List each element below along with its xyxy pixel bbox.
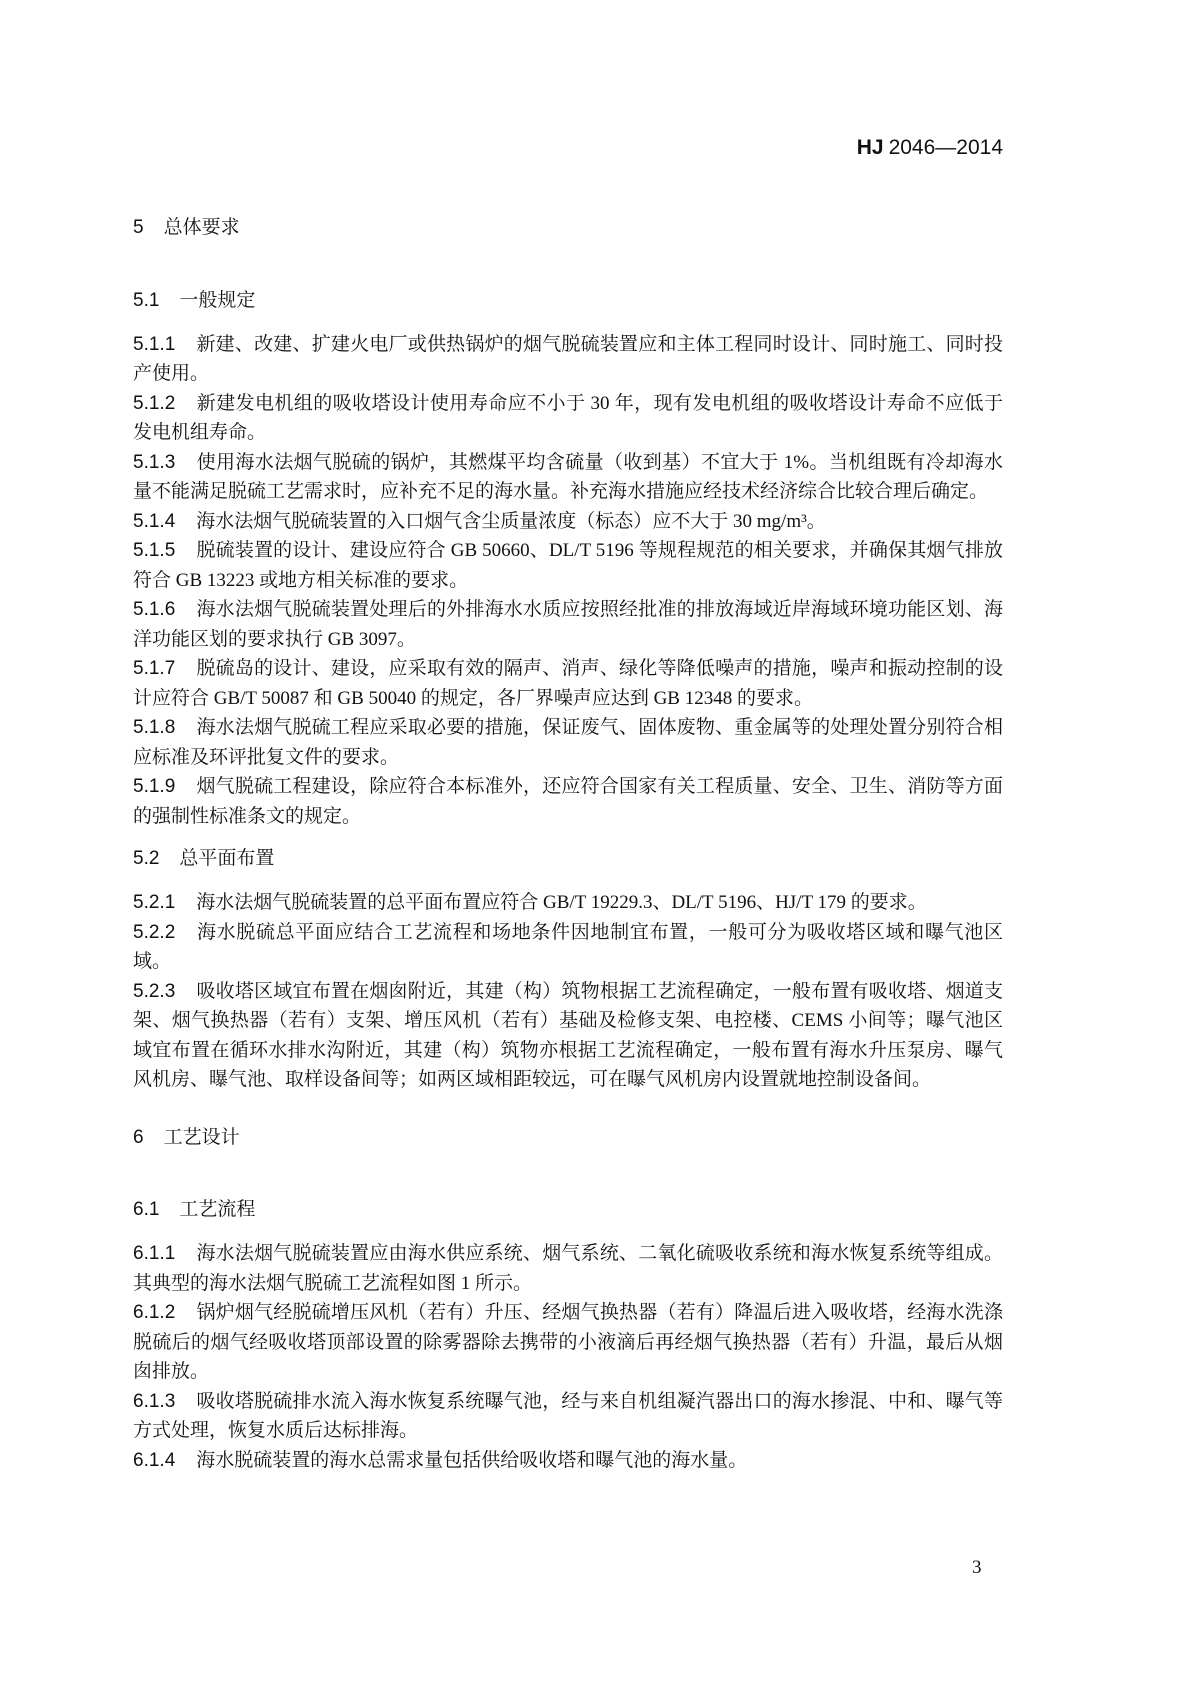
document-body [133,185,1003,1475]
clause-number: 6.1.3 [133,1390,176,1412]
clause-5-1-4 [133,507,1003,537]
clause-number: 5.1.3 [133,451,176,473]
standard-code-number: 2046—2014 [888,136,1003,159]
clause-text: 烟气脱硫工程建设，除应符合本标准外，还应符合国家有关工程质量、安全、卫生、消防等方面的强制性标准条文的规定。 [133,776,1003,827]
clause-5-1-6 [133,595,1003,654]
clause-text: 海水法烟气脱硫装置处理后的外排海水水质应按照经批准的排放海域近岸海域环境功能区划、海洋功能区划的要求执行 GB 3097。 [133,599,1003,650]
clause-6-1-4 [133,1446,1003,1476]
subsection-title: 总平面布置 [179,848,275,869]
clause-text: 海水脱硫装置的海水总需求量包括供给吸收塔和曝气池的海水量。 [196,1449,748,1471]
clause-5-1-7 [133,654,1003,713]
subsection-title: 一般规定 [179,289,256,311]
section-number: 5 [133,217,144,238]
clause-number: 6.1.2 [133,1302,176,1323]
section-title: 工艺设计 [163,1126,240,1148]
clause-number: 6.1.4 [133,1449,176,1471]
clause-5-1-8 [133,713,1003,772]
clause-text: 使用海水法烟气脱硫的锅炉，其燃煤平均含硫量（收到基）不宜大于 1%。当机组既有冷却海水量不能满足脱硫工艺需求时，应补充不足的海水量。补充海水措施应经技术经济综合比较合理后确定。 [133,451,1003,502]
clause-5-2-1 [133,888,1003,918]
section-number: 6 [133,1126,144,1148]
clause-6-1-3 [133,1387,1003,1446]
standard-code-header [857,135,1003,161]
section-heading-5 [133,213,1003,243]
clause-text: 海水法烟气脱硫装置的总平面布置应符合 GB/T 19229.3、DL/T 5196、HJ/T 179 的要求。 [196,892,927,913]
section-title: 总体要求 [163,217,240,238]
clause-number: 5.1.1 [133,333,176,355]
clause-5-1-5 [133,536,1003,595]
clause-5-2-2 [133,918,1003,977]
clause-text: 脱硫岛的设计、建设，应采取有效的隔声、消声、绿化等降低噪声的措施，噪声和振动控制的设计应符合 GB/T 50087 和 GB 50040 的规定，各厂界噪声应达到 GB 12348 的要求。 [133,658,1003,709]
clause-text: 海水法烟气脱硫装置的入口烟气含尘质量浓度（标态）应不大于 30 mg/m³。 [196,510,826,532]
clause-number: 5.1.7 [133,658,176,679]
clause-5-1-3 [133,448,1003,507]
clause-number: 5.2.1 [133,892,176,913]
subsection-heading-6-1 [133,1195,1003,1225]
subsection-title: 工艺流程 [179,1199,256,1220]
clause-text: 海水脱硫总平面应结合工艺流程和场地条件因地制宜布置，一般可分为吸收塔区域和曝气池区域。 [133,921,1003,972]
clause-5-1-1 [133,330,1003,389]
clause-number: 5.1.8 [133,717,176,738]
clause-6-1-2 [133,1298,1003,1387]
clause-number: 6.1.1 [133,1243,176,1264]
clause-5-1-9 [133,772,1003,831]
clause-number: 5.1.2 [133,392,176,414]
clause-text: 海水法烟气脱硫装置应由海水供应系统、烟气系统、二氧化硫吸收系统和海水恢复系统等组成。其典型的海水法烟气脱硫工艺流程如图 1 所示。 [133,1243,1003,1294]
subsection-heading-5-2 [133,844,1003,874]
clause-number: 5.2.3 [133,980,176,1002]
clause-number: 5.1.4 [133,510,176,532]
clause-text: 吸收塔脱硫排水流入海水恢复系统曝气池，经与来自机组凝汽器出口的海水掺混、中和、曝气等方式处理，恢复水质后达标排海。 [133,1390,1003,1441]
subsection-number: 5.1 [133,289,160,311]
clause-5-2-3 [133,977,1003,1095]
page-number: 3 [972,1557,982,1578]
clause-text: 脱硫装置的设计、建设应符合 GB 50660、DL/T 5196 等规程规范的相关要求，并确保其烟气排放符合 GB 13223 或地方相关标准的要求。 [133,540,1003,591]
subsection-number: 6.1 [133,1199,160,1220]
clause-number: 5.1.6 [133,599,176,620]
clause-text: 新建、改建、扩建火电厂或供热锅炉的烟气脱硫装置应和主体工程同时设计、同时施工、同时投产使用。 [133,333,1003,384]
clause-number: 5.1.5 [133,540,176,561]
section-heading-6 [133,1123,1003,1153]
clause-text: 锅炉烟气经脱硫增压风机（若有）升压、经烟气换热器（若有）降温后进入吸收塔，经海水洗涤脱硫后的烟气经吸收塔顶部设置的除雾器除去携带的小液滴后再经烟气换热器（若有）升温，最后从烟囱排放。 [133,1302,1003,1382]
clause-number: 5.1.9 [133,776,176,797]
clause-text: 吸收塔区域宜布置在烟囱附近，其建（构）筑物根据工艺流程确定，一般布置有吸收塔、烟道支架、烟气换热器（若有）支架、增压风机（若有）基础及检修支架、电控楼、CEMS 小间等；曝气池区域宜布置在循环水排水沟附近，其建（构）筑物亦根据工艺流程确定，一般布置有海水升压泵房、曝气风机房、曝气池、取样设备间等；如两区域相距较远，可在曝气风机房内设置就地控制设备间。 [133,980,1003,1090]
clause-6-1-1 [133,1239,1003,1298]
standard-code-prefix: HJ [856,136,884,159]
subsection-number: 5.2 [133,848,160,869]
clause-text: 海水法烟气脱硫工程应采取必要的措施，保证废气、固体废物、重金属等的处理处置分别符合相应标准及环评批复文件的要求。 [133,717,1003,768]
clause-text: 新建发电机组的吸收塔设计使用寿命应不小于 30 年，现有发电机组的吸收塔设计寿命不应低于发电机组寿命。 [133,392,1003,443]
subsection-heading-5-1 [133,286,1003,316]
clause-number: 5.2.2 [133,921,176,943]
clause-5-1-2 [133,389,1003,448]
